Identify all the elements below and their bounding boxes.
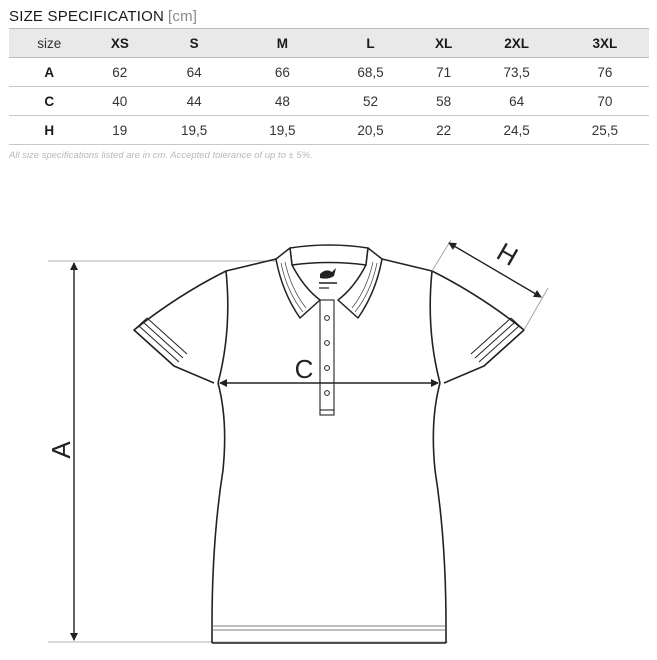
dimension-h-arrow <box>449 243 541 297</box>
tolerance-note: All size specifications listed are in cm. Accepted tolerance of up to ± 5%. <box>9 150 313 161</box>
table-cell: 64 <box>473 87 561 116</box>
table-cell: 19 <box>90 116 150 145</box>
brand-label-icon <box>319 268 337 289</box>
table-cell: 70 <box>561 87 649 116</box>
size-col-2xl: 2XL <box>473 29 561 58</box>
button-icon <box>325 366 330 371</box>
sleeve-guide-line <box>432 240 451 271</box>
table-cell: 24,5 <box>473 116 561 145</box>
dimension-c-label: C <box>294 354 314 384</box>
button-icon <box>325 316 330 321</box>
button-icon <box>325 391 330 396</box>
table-cell: 62 <box>90 58 150 87</box>
size-col-xl: XL <box>415 29 473 58</box>
left-sleeve-cuff <box>134 318 187 366</box>
size-corner-label: size <box>9 29 90 58</box>
dimension-a-label: A <box>46 441 76 459</box>
table-cell: 22 <box>415 116 473 145</box>
table-cell: 58 <box>415 87 473 116</box>
button-icon <box>325 341 330 346</box>
table-cell: 40 <box>90 87 150 116</box>
size-col-s: S <box>150 29 238 58</box>
title-unit: [cm] <box>168 8 198 25</box>
table-cell: 48 <box>238 87 326 116</box>
table-cell: 68,5 <box>326 58 414 87</box>
table-cell: 71 <box>415 58 473 87</box>
table-cell: 19,5 <box>150 116 238 145</box>
table-cell: 44 <box>150 87 238 116</box>
size-col-xs: XS <box>90 29 150 58</box>
title-text: SIZE SPECIFICATION <box>9 8 165 25</box>
table-cell: 64 <box>150 58 238 87</box>
table-cell: 20,5 <box>326 116 414 145</box>
row-label-c: C <box>9 87 90 116</box>
size-col-m: M <box>238 29 326 58</box>
row-label-h: H <box>9 116 90 145</box>
polo-collar <box>276 245 382 318</box>
dimension-h-label: H <box>491 236 524 272</box>
size-col-3xl: 3XL <box>561 29 649 58</box>
table-cell: 19,5 <box>238 116 326 145</box>
table-cell: 73,5 <box>473 58 561 87</box>
table-cell: 25,5 <box>561 116 649 145</box>
table-cell: 52 <box>326 87 414 116</box>
table-cell: 76 <box>561 58 649 87</box>
size-col-l: L <box>326 29 414 58</box>
right-sleeve-cuff <box>471 318 524 366</box>
row-label-a: A <box>9 58 90 87</box>
table-cell: 66 <box>238 58 326 87</box>
